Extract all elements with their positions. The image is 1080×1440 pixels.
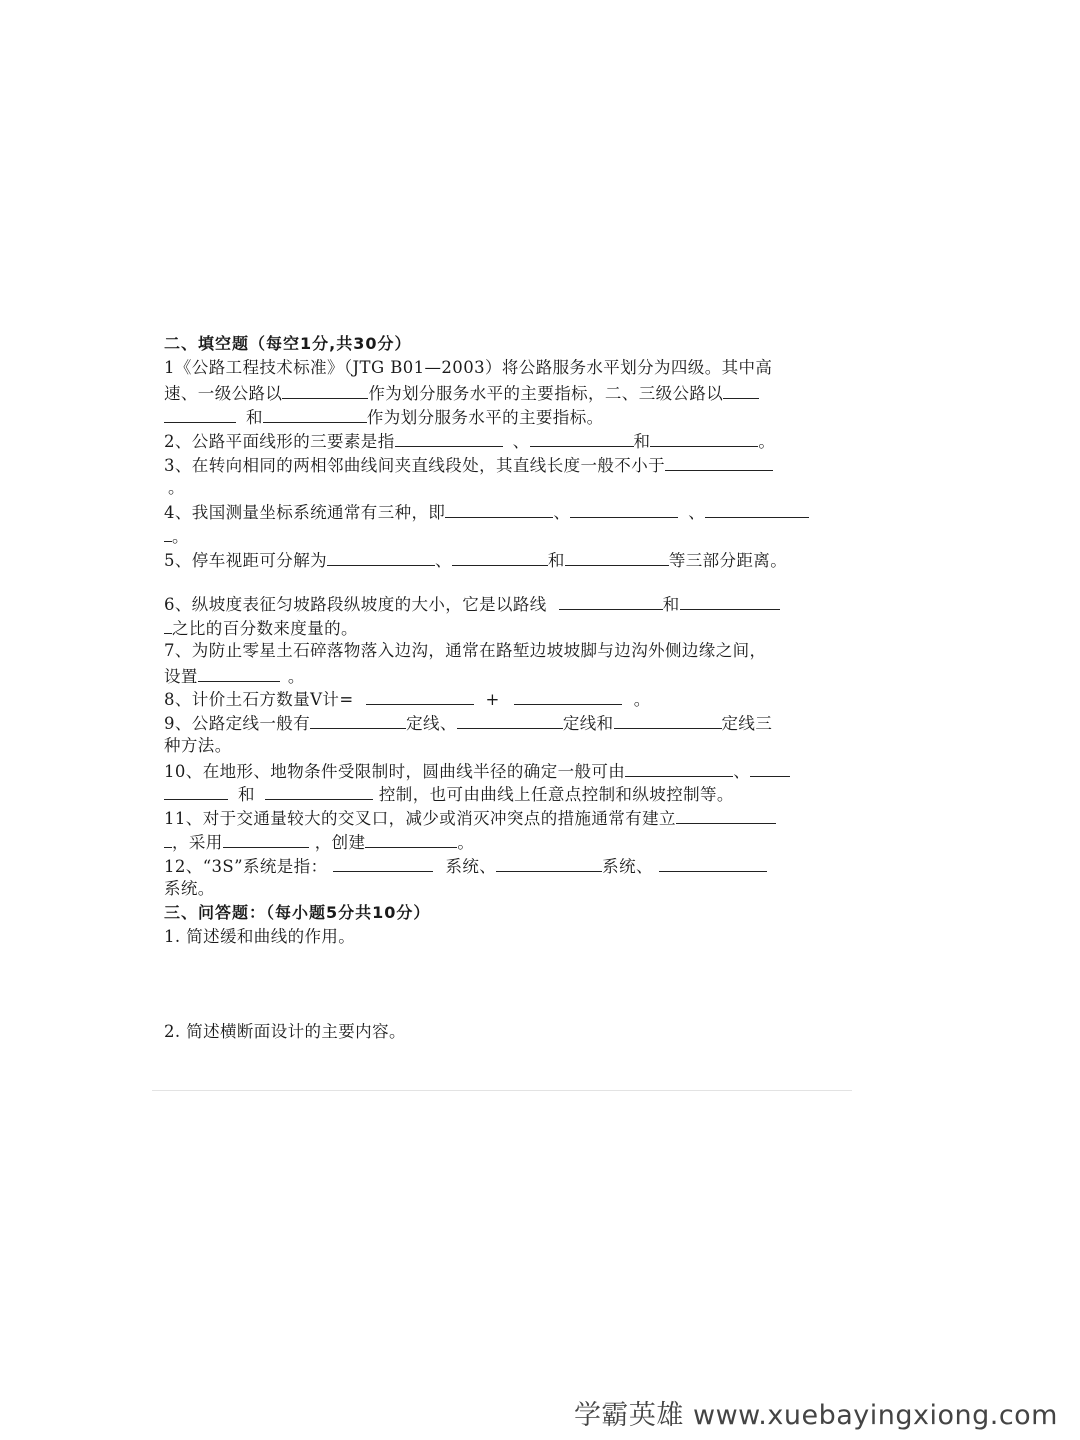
q8-text-b: + <box>485 690 500 709</box>
q7-line2 <box>164 664 305 688</box>
q11-text-c: ，创建 <box>314 833 366 852</box>
page-bottom-rule <box>152 1090 852 1091</box>
q9-text-c: 定线和 <box>562 714 614 733</box>
q10-line1 <box>164 759 790 783</box>
q5-text-b: 、 <box>435 551 452 570</box>
blank <box>333 854 433 872</box>
blank <box>457 711 563 729</box>
q1-text-a: 速、一级公路以 <box>164 384 283 403</box>
q6-text-b: 和 <box>662 595 680 614</box>
q2-text-b: 、 <box>512 432 530 451</box>
q8-text-c: 。 <box>633 690 651 709</box>
q1-text-c: 和 <box>246 408 263 427</box>
blank <box>570 500 678 518</box>
q12-text-c: 系统、 <box>602 857 653 876</box>
blank <box>680 592 780 610</box>
q10-text-a: 10、在地形、地物条件受限制时，圆曲线半径的确定一般可由 <box>164 762 626 781</box>
blank <box>164 830 172 848</box>
q1-line3 <box>164 405 604 429</box>
q7-line1: 7、为防止零星土石碎落物落入边沟，通常在路堑边坡坡脚与边沟外侧边缘之间， <box>164 641 767 660</box>
section3-q2: 2. 简述横断面设计的主要内容。 <box>164 1022 406 1041</box>
q11-line2 <box>164 830 474 854</box>
blank <box>365 830 457 848</box>
blank <box>452 548 548 566</box>
blank <box>164 782 228 800</box>
q9-text-b: 定线、 <box>406 714 457 733</box>
q2-line <box>164 429 775 453</box>
q3-line1 <box>164 453 773 477</box>
q12-text-a: 12、“3S”系统是指： <box>164 857 328 876</box>
q7-text-b: 。 <box>287 667 305 686</box>
blank <box>164 524 172 542</box>
blank <box>659 854 767 872</box>
q3-line2: 。 <box>168 478 185 497</box>
blank <box>282 381 368 399</box>
q9-text-a: 9、公路定线一般有 <box>164 714 311 733</box>
q9-line1 <box>164 711 772 735</box>
q9-line2: 种方法。 <box>164 736 232 755</box>
blank <box>445 500 553 518</box>
blank <box>263 405 367 423</box>
blank <box>496 854 602 872</box>
blank <box>198 664 280 682</box>
q12-line2: 系统。 <box>164 879 215 898</box>
blank <box>310 711 406 729</box>
q1-text-d: 作为划分服务水平的主要指标。 <box>366 408 604 427</box>
q4-text-d: 。 <box>172 527 189 546</box>
q4-line2 <box>164 524 189 548</box>
q5-text-a: 5、停车视距可分解为 <box>164 551 327 570</box>
q11-text-a: 11、对于交通量较大的交叉口，减少或消灭冲突点的措施通常有建立 <box>164 809 676 828</box>
blank <box>614 711 722 729</box>
q11-text-d: 。 <box>457 833 475 852</box>
q6-line2 <box>164 616 358 640</box>
blank <box>559 592 663 610</box>
q11-line1 <box>164 806 776 830</box>
q5-text-d: 等三部分距离。 <box>668 551 788 570</box>
site-watermark: 学霸英雄 www.xuebayingxiong.com <box>573 1400 1058 1431</box>
q4-line1 <box>164 500 809 524</box>
blank <box>530 429 634 447</box>
q2-text-c: 和 <box>633 432 651 451</box>
q4-text-a: 4、我国测量坐标系统通常有三种，即 <box>164 503 446 522</box>
blank <box>665 453 773 471</box>
blank <box>705 500 809 518</box>
q5-text-c: 和 <box>547 551 565 570</box>
blank <box>723 381 759 399</box>
blank <box>514 687 622 705</box>
q12-line1 <box>164 854 767 878</box>
q1-line1: 1《公路工程技术标准》（JTG B01—2003）将公路服务水平划分为四级。其中高 <box>164 358 773 377</box>
section3-heading: 三、问答题：（每小题5分共10分） <box>164 903 431 922</box>
q10-text-c: 控制，也可由曲线上任意点控制和纵坡控制等。 <box>378 785 734 804</box>
q9-text-d: 定线三 <box>721 714 773 733</box>
section3-q1: 1. 简述缓和曲线的作用。 <box>164 927 356 946</box>
q8-text-a: 8、计价土石方数量V计= <box>164 690 354 709</box>
blank <box>625 759 733 777</box>
q12-text-b: 系统、 <box>445 857 497 876</box>
q2-text-a: 2、公路平面线形的三要素是指 <box>164 432 395 451</box>
q10-text-b: 、 <box>733 762 751 781</box>
q10-line2 <box>164 782 734 806</box>
blank <box>395 429 503 447</box>
q8-line <box>164 687 651 711</box>
blank <box>750 759 790 777</box>
blank <box>327 548 435 566</box>
q3-text: 3、在转向相同的两相邻曲线间夹直线段处，其直线长度一般不小于 <box>164 456 665 475</box>
q1-text-b: 作为划分服务水平的主要指标，二、三级公路以 <box>368 384 724 403</box>
q5-line <box>164 548 787 572</box>
blank <box>164 405 236 423</box>
blank <box>676 806 776 824</box>
blank <box>366 687 474 705</box>
q11-text-b: ，采用 <box>172 833 223 852</box>
q6-text-a: 6、纵坡度表征匀坡路段纵坡度的大小，它是以路线 <box>164 595 547 614</box>
q4-text-b: 、 <box>553 503 571 522</box>
q10-text-b2: 和 <box>238 785 255 804</box>
blank <box>164 616 172 634</box>
q6-line1 <box>164 592 780 616</box>
q7-text-a: 设置 <box>164 667 198 686</box>
blank <box>223 830 309 848</box>
blank <box>650 429 758 447</box>
q2-text-d: 。 <box>758 432 776 451</box>
q1-line2 <box>164 381 759 405</box>
q4-text-c: 、 <box>688 503 706 522</box>
q6-text-c: 之比的百分数来度量的。 <box>172 619 358 638</box>
blank <box>565 548 669 566</box>
blank <box>265 782 373 800</box>
section2-heading: 二、填空题（每空1分,共30分） <box>164 334 412 353</box>
